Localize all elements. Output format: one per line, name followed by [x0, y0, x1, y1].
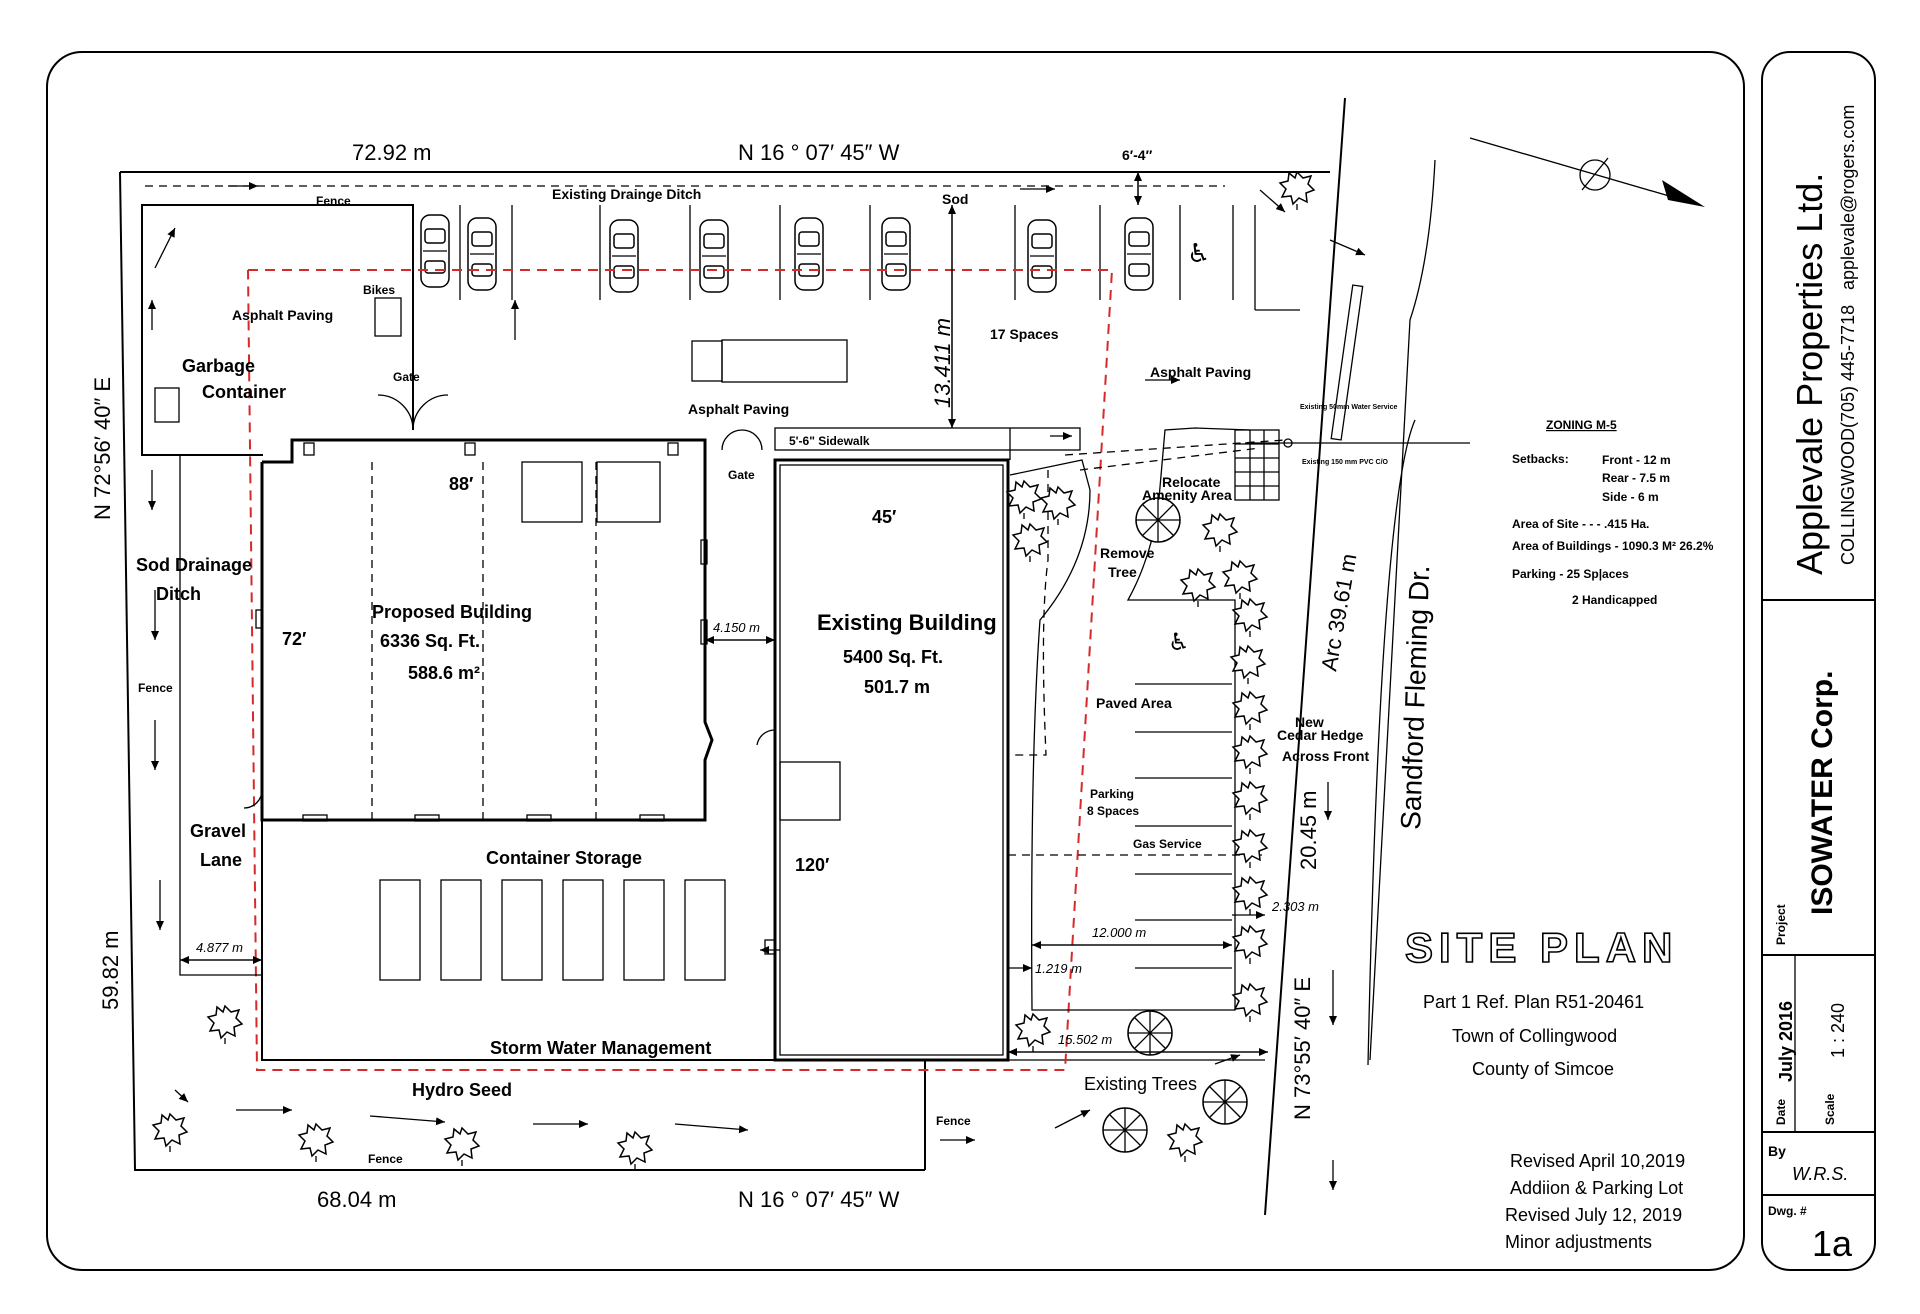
- dim-13411: 13.411 m: [930, 317, 955, 408]
- dimension-lines: [180, 172, 1268, 1052]
- amenity-area-grid: [1235, 430, 1279, 500]
- date-label: Date: [1774, 1098, 1788, 1125]
- relocate-label-2: Amenity Area: [1142, 487, 1232, 503]
- storage-containers: [380, 880, 725, 980]
- top-length: 72.92 m: [352, 140, 432, 165]
- existing-trees-label: Existing Trees: [1084, 1074, 1198, 1094]
- hedge-label-2: Cedar Hedge: [1277, 727, 1364, 743]
- proposed-building-title: Proposed Building: [372, 602, 532, 622]
- storm-water-label: Storm Water Management: [490, 1038, 712, 1058]
- revision-2-note: Minor adjustments: [1505, 1232, 1653, 1252]
- dwg-value: 1a: [1812, 1223, 1853, 1264]
- revision-2-date: Revised July 12, 2019: [1505, 1205, 1683, 1225]
- container-storage-label: Container Storage: [486, 848, 643, 868]
- gravel-label-2: Lane: [200, 850, 243, 870]
- fence-label-top: Fence: [316, 194, 351, 208]
- sidewalk-label: 5'-6" Sidewalk: [789, 434, 870, 448]
- pvc-label: Existing 150 mm PVC C/O: [1302, 459, 1388, 466]
- sod-label: Sod: [942, 191, 969, 207]
- left-bearing: N 72°56′ 40″ E: [90, 376, 115, 520]
- company-name: Applevale Properties Ltd.: [1789, 172, 1830, 575]
- dim-4877: 4.877 m: [196, 940, 243, 955]
- truck-cab: [692, 341, 722, 381]
- dim-12000: 12.000 m: [1092, 925, 1147, 940]
- accessible-icon: ♿: [1187, 238, 1211, 268]
- zoning-front: Front - 12 m: [1602, 453, 1671, 467]
- existing-building-sqft: 5400 Sq. Ft.: [843, 647, 944, 667]
- parking-label-2: 8 Spaces: [1087, 804, 1140, 818]
- zoning-parking: Parking - 25 Sp|aces: [1512, 567, 1629, 581]
- dim-72: 72′: [282, 629, 307, 649]
- paved-area-label: Paved Area: [1096, 695, 1172, 711]
- arc-length: Arc 39.61 m: [1316, 551, 1362, 673]
- revision-1-date: Revised April 10,2019: [1510, 1151, 1686, 1171]
- gate-label-1: Gate: [393, 370, 420, 384]
- fence-label-left: Fence: [138, 681, 173, 695]
- by-label: By: [1768, 1143, 1786, 1159]
- dwg-label: Dwg. #: [1768, 1204, 1807, 1218]
- date-value: July 2016: [1776, 1000, 1796, 1082]
- zoning-side: Side - 6 m: [1602, 490, 1659, 504]
- dim-1219: 1.219 m: [1035, 961, 1082, 976]
- company-contact-location: COLLINGWOOD: [1838, 427, 1858, 565]
- asphalt-paving-label-2: Asphalt Paving: [688, 401, 790, 417]
- hedge-label-3: Across Front: [1282, 748, 1370, 764]
- dim-15502: 15.502 m: [1058, 1032, 1113, 1047]
- zoning-area-buildings: Area of Buildings - 1090.3 M² 26.2%: [1512, 539, 1714, 553]
- water-service-pipe: [1331, 285, 1362, 440]
- dim-120: 120′: [795, 855, 830, 875]
- proposed-building-m2: 588.6 m²: [408, 663, 481, 683]
- top-bearing: N 16 ° 07′ 45″ W: [738, 140, 900, 165]
- dim-6-4: 6′-4″: [1122, 147, 1153, 163]
- scale-label: Scale: [1823, 1093, 1837, 1125]
- site-plan-title: SITE PLAN: [1405, 924, 1679, 971]
- hedge-label-1: New: [1295, 714, 1324, 730]
- scale-value: 1 : 240: [1828, 1002, 1848, 1058]
- water-service-label: Existing 50mm Water Service: [1300, 404, 1398, 411]
- north-parking-stalls: [413, 205, 1300, 310]
- bottom-bearing: N 16 ° 07′ 45″ W: [738, 1187, 900, 1212]
- relocate-label-1: Relocate: [1162, 474, 1221, 490]
- hydro-seed-label: Hydro Seed: [412, 1080, 513, 1100]
- gravel-lane-edge: [180, 455, 262, 975]
- existing-building-m2: 501.7 m: [864, 677, 931, 697]
- ditch-label: Existing Drainge Ditch: [552, 186, 702, 202]
- plan-reference: Part 1 Ref. Plan R51-20461: [1423, 992, 1645, 1012]
- by-value: W.R.S.: [1792, 1164, 1849, 1184]
- lease-boundary-line: [248, 270, 1112, 1070]
- bottom-length: 68.04 m: [317, 1187, 397, 1212]
- asphalt-paving-label-1: Asphalt Paving: [232, 307, 334, 323]
- right-length: 20.45 m: [1296, 790, 1321, 870]
- zoning-setbacks-label: Setbacks:: [1512, 452, 1569, 466]
- company-phone: (705) 445-7718: [1838, 304, 1858, 428]
- garbage-enclosure: [142, 205, 413, 455]
- proposed-building-sqft: 6336 Sq. Ft.: [380, 631, 481, 651]
- dim-4150: 4.150 m: [713, 620, 760, 635]
- parking-label-1: Parking: [1090, 787, 1135, 801]
- asphalt-paving-label-3: Asphalt Paving: [1150, 364, 1252, 380]
- container-label: Container: [202, 382, 287, 402]
- garbage-container-box: [155, 388, 179, 422]
- gate-label-2: Gate: [728, 468, 755, 482]
- project-name: ISOWATER Corp.: [1806, 670, 1839, 915]
- spaces-17-label: 17 Spaces: [990, 326, 1059, 342]
- dim-45: 45′: [872, 507, 897, 527]
- accessible-icon-east: ♿: [1168, 629, 1190, 656]
- county-name: County of Simcoe: [1472, 1059, 1615, 1079]
- fence-label-bottom: Fence: [368, 1152, 403, 1166]
- company-email: applevale@rogers.com: [1838, 104, 1858, 290]
- right-bearing: N 73°55′ 40″ E: [1290, 976, 1315, 1120]
- left-length: 59.82 m: [98, 930, 123, 1010]
- truck-trailer: [722, 340, 847, 382]
- bikes-label: Bikes: [363, 283, 396, 297]
- zoning-area-site: Area of Site - - - .415 Ha.: [1512, 517, 1650, 531]
- dim-88: 88′: [449, 474, 474, 494]
- gas-service-label: Gas Service: [1133, 837, 1202, 851]
- street-name: Sandford Fleming Dr.: [1395, 564, 1436, 831]
- existing-building: [757, 460, 1008, 1060]
- bike-rack: [375, 298, 401, 336]
- project-label: Project: [1774, 904, 1788, 945]
- zoning-rear: Rear - 7.5 m: [1602, 471, 1671, 485]
- fence-label-bottom-2: Fence: [936, 1114, 971, 1128]
- dim-2303: 2.303 m: [1272, 899, 1319, 914]
- sod-ditch-label-1: Sod Drainage: [136, 555, 253, 575]
- garbage-label: Garbage: [182, 356, 256, 376]
- sidewalk-gate: [722, 430, 762, 450]
- revision-1-note: Addiion & Parking Lot: [1510, 1178, 1684, 1198]
- town-name: Town of Collingwood: [1452, 1026, 1618, 1046]
- gravel-label-1: Gravel: [190, 821, 247, 841]
- sod-ditch-label-2: Ditch: [156, 584, 201, 604]
- remove-tree-label-2: Tree: [1108, 564, 1137, 580]
- existing-building-title: Existing Building: [817, 610, 997, 635]
- remove-tree-label-1: Remove: [1100, 545, 1155, 561]
- north-arrow-icon: [1470, 138, 1705, 207]
- zoning-handicapped: 2 Handicapped: [1572, 593, 1658, 607]
- zoning-header: ZONING M-5: [1546, 418, 1617, 432]
